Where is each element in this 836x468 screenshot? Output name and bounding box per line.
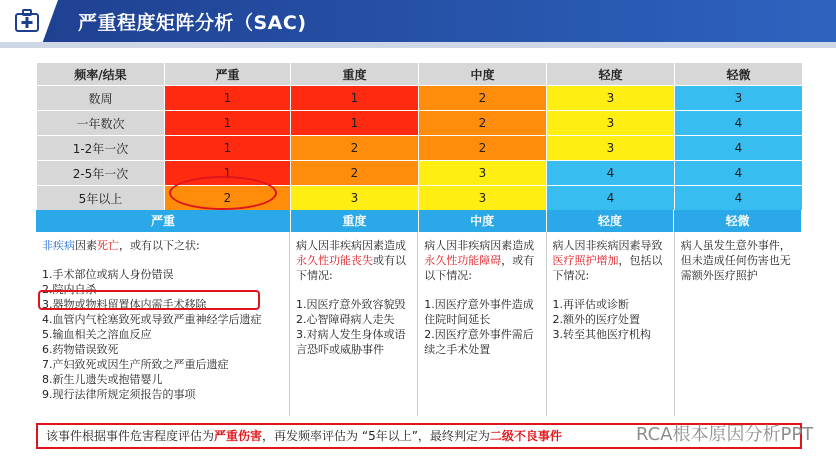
row-label: 5年以上 (37, 186, 165, 211)
matrix-cell: 3 (419, 161, 547, 186)
matrix-cell: 2 (419, 86, 547, 111)
matrix-cell: 2 (165, 186, 291, 211)
desc-minor-intro: 病人因非疾病因素导致医疗照护增加，包括以下情况: (552, 239, 663, 282)
list-item: 3.转至其他医疗机构 (552, 328, 651, 341)
matrix-cell: 2 (291, 136, 419, 161)
highlight-circle (169, 176, 277, 210)
matrix-cell: 4 (547, 186, 675, 211)
matrix-cell: 1 (291, 111, 419, 136)
header (0, 0, 836, 48)
list-item: 2.心智障碍病人走失 (296, 313, 395, 326)
column-header: 重度 (291, 63, 419, 86)
list-item: 1.手术部位或病人身份错误 (42, 268, 174, 281)
matrix-cell: 1 (165, 86, 291, 111)
matrix-cell: 3 (547, 86, 675, 111)
title-underline (0, 42, 836, 48)
matrix-cell: 1 (291, 86, 419, 111)
desc-major (290, 232, 418, 416)
severity-descriptions (36, 232, 802, 416)
list-item: 4.血管内气栓塞致死或导致严重神经学后遗症 (42, 313, 262, 326)
page-title: 严重程度矩阵分析（SAC) (78, 12, 307, 34)
row-label: 数周 (37, 86, 165, 111)
matrix-cell: 1 (165, 111, 291, 136)
column-header: 频率/结果 (37, 63, 165, 86)
category-minor: 轻度 (547, 210, 675, 232)
summary-conclusion: 该事件根据事件危害程度评估为严重伤害，再发频率评估为 “5年以上”，最终判定为二级不良事件 (36, 423, 802, 449)
list-item: 1.因医疗意外致容貌毁 (296, 298, 406, 311)
desc-moderate (418, 232, 546, 416)
category-moderate: 中度 (419, 210, 547, 232)
severity-matrix (36, 62, 803, 211)
matrix-row (37, 86, 803, 111)
severity-categories (36, 210, 802, 232)
matrix-cell: 4 (675, 186, 803, 211)
matrix-cell: 4 (675, 161, 803, 186)
list-item: 6.药物错误致死 (42, 343, 119, 356)
list-item: 8.新生儿遗失或抱错婴儿 (42, 373, 163, 386)
matrix-cell: 3 (419, 186, 547, 211)
column-header: 中度 (419, 63, 547, 86)
matrix-cell: 3 (291, 186, 419, 211)
matrix-cell: 2 (419, 111, 547, 136)
matrix-cell: 2 (419, 136, 547, 161)
list-item: 5.输血相关之溶血反应 (42, 328, 152, 341)
list-item: 2.额外的医疗处置 (552, 313, 640, 326)
medical-kit-icon (14, 8, 40, 34)
watermark: RCA根本原因分析PPT (636, 424, 814, 445)
desc-moderate-intro: 病人因非疾病因素造成永久性功能障碍，或有以下情况: (424, 239, 535, 282)
list-item: 2.因医疗意外事件需后续之手术处置 (424, 328, 534, 356)
matrix-cell: 1 (165, 136, 291, 161)
matrix-cell: 3 (547, 111, 675, 136)
matrix-cell: 4 (547, 161, 675, 186)
category-minimal: 轻微 (674, 210, 802, 232)
matrix-cell: 3 (675, 86, 803, 111)
column-header: 轻度 (547, 63, 675, 86)
matrix-cell: 3 (547, 136, 675, 161)
matrix-row (37, 161, 803, 186)
list-item: 1.再评估或诊断 (552, 298, 629, 311)
highlight-box (38, 290, 260, 310)
desc-minor (547, 232, 675, 416)
list-item: 3.对病人发生身体或语言恐吓或威胁事件 (296, 328, 406, 356)
matrix-row (37, 186, 803, 211)
list-item: 9.现行法律所规定须报告的事项 (42, 388, 196, 401)
matrix-row (37, 136, 803, 161)
matrix-cell: 1 (165, 161, 291, 186)
column-header: 轻微 (675, 63, 803, 86)
matrix-header-row (37, 63, 803, 86)
desc-minimal (675, 232, 802, 416)
list-item: 3.器物或物料留置体内需手术移除 (42, 298, 207, 311)
matrix-cell: 4 (675, 111, 803, 136)
matrix-cell: 2 (291, 161, 419, 186)
category-major: 重度 (291, 210, 419, 232)
list-item: 1.因医疗意外事件造成住院时间延长 (424, 298, 534, 326)
list-item: 2.院内自杀 (42, 283, 97, 296)
row-label: 2-5年一次 (37, 161, 165, 186)
list-item: 7.产妇致死或因生产所致之严重后遗症 (42, 358, 229, 371)
matrix-cell: 4 (675, 136, 803, 161)
matrix-row (37, 111, 803, 136)
column-header: 严重 (165, 63, 291, 86)
desc-major-intro: 病人因非疾病因素造成永久性功能丧失或有以下情况: (296, 239, 406, 282)
row-label: 1-2年一次 (37, 136, 165, 161)
desc-severe (36, 232, 290, 416)
category-severe: 严重 (36, 210, 291, 232)
row-label: 一年数次 (37, 111, 165, 136)
desc-minimal-text: 病人虽发生意外事件，但未造成任何伤害也无需额外医疗照护 (680, 239, 791, 282)
desc-severe-intro: 非疾病因素死亡，或有以下之状: (42, 239, 200, 252)
